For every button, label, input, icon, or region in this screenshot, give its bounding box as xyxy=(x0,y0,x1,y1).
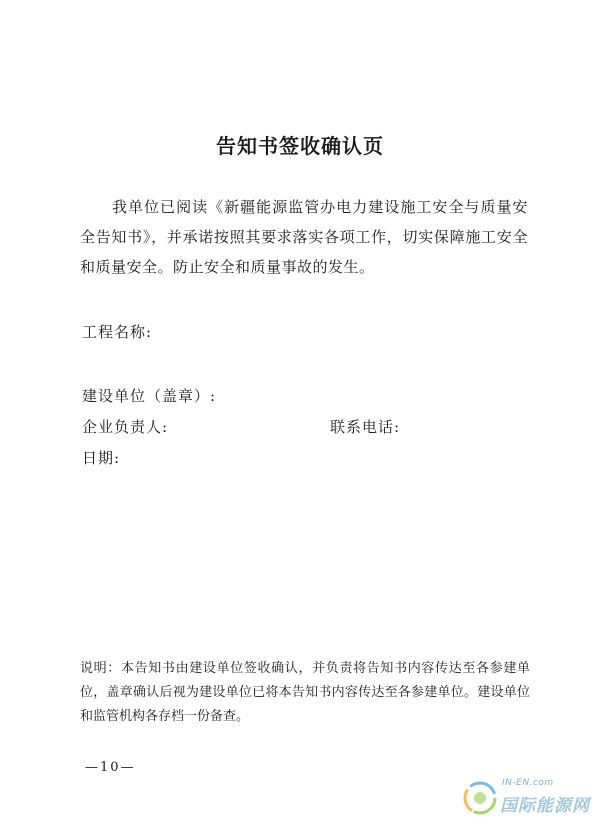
page-number: —10— xyxy=(85,760,136,775)
project-name-field: 工程名称: xyxy=(82,323,153,341)
contact-phone-field: 联系电话: xyxy=(330,418,401,436)
enterprise-leader-field: 企业负责人: xyxy=(82,418,169,436)
document-title: 告知书签收确认页 xyxy=(216,134,384,158)
in-en-logo-icon xyxy=(462,780,498,816)
watermark xyxy=(462,778,592,823)
watermark-url: IN-EN.com xyxy=(502,778,554,788)
explanatory-note: 说明：本告知书由建设单位签收确认，并负责将告知书内容传达至各参建单位，盖章确认后视为建设单位已将本告知书内容传达至各参建单位。建设单位和监管机构各存档一份备查。 xyxy=(80,661,530,724)
watermark-name: 国际能源网 xyxy=(500,796,590,816)
construction-unit-field: 建设单位（盖章）: xyxy=(82,387,217,405)
date-field: 日期: xyxy=(82,449,121,467)
acknowledgement-paragraph: 我单位已阅读《新疆能源监管办电力建设施工安全与质量安全告知书》，并承诺按照其要求落实各项工作，切实保障施工安全和质量安全。防止安全和质量事故的发生。 xyxy=(80,198,528,276)
